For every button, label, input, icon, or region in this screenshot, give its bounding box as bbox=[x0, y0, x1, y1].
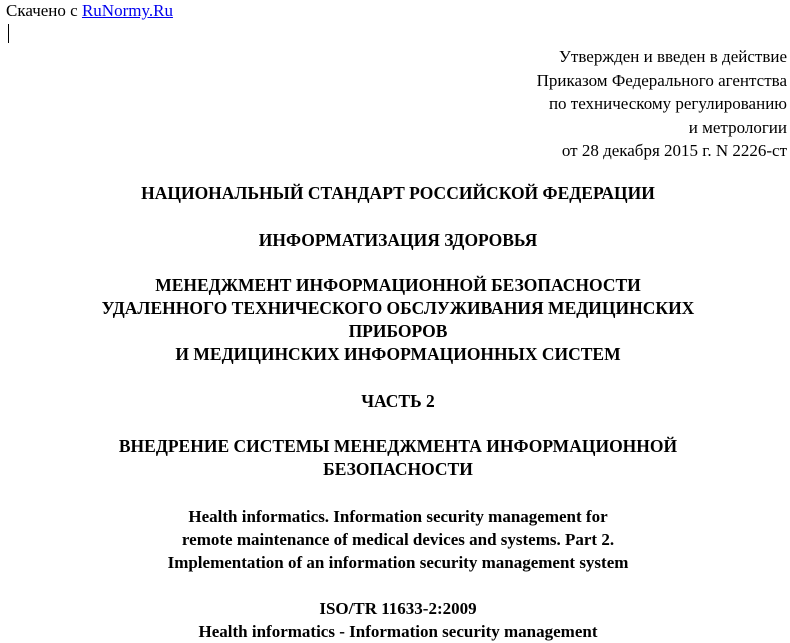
approval-line: и метрологии bbox=[688, 117, 787, 137]
document-title bbox=[0, 274, 790, 366]
source-link[interactable]: RuNormy.Ru bbox=[81, 1, 173, 20]
title-line: ПРИБОРОВ bbox=[348, 321, 448, 341]
title-line: УДАЛЕННОГО ТЕХНИЧЕСКОГО ОБСЛУЖИВАНИЯ МЕДИЦИНСКИХ bbox=[101, 298, 695, 318]
english-title-line: remote maintenance of medical devices and systems. Part 2. bbox=[181, 530, 615, 549]
approval-line: Приказом Федерального агентства bbox=[536, 70, 787, 90]
approval-block bbox=[367, 45, 787, 163]
document-subtitle bbox=[0, 435, 790, 481]
standard-type-text: НАЦИОНАЛЬНЫЙ СТАНДАРТ РОССИЙСКОЙ ФЕДЕРАЦИИ bbox=[141, 183, 655, 203]
standard-type-heading bbox=[0, 182, 790, 205]
iso-title-line: Health informatics - Information security management bbox=[198, 622, 598, 641]
english-title-line: Health informatics. Information security management for bbox=[188, 507, 608, 526]
title-line: И МЕДИЦИНСКИХ ИНФОРМАЦИОННЫХ СИСТЕМ bbox=[175, 344, 621, 364]
approval-line: от 28 декабря 2015 г. N 2226-ст bbox=[561, 141, 787, 160]
english-title bbox=[0, 505, 790, 574]
part-heading bbox=[0, 390, 790, 413]
subtitle-line: ВНЕДРЕНИЕ СИСТЕМЫ МЕНЕДЖМЕНТА ИНФОРМАЦИОННОЙ bbox=[118, 436, 678, 456]
source-line bbox=[6, 1, 173, 21]
text-cursor bbox=[8, 24, 9, 43]
iso-reference-block bbox=[0, 597, 790, 643]
part-text: ЧАСТЬ 2 bbox=[361, 391, 435, 411]
iso-reference: ISO/TR 11633-2:2009 bbox=[319, 599, 477, 618]
english-title-line: Implementation of an information security management system bbox=[167, 553, 629, 572]
approval-line: Утвержден и введен в действие bbox=[558, 47, 787, 66]
subtitle-line: БЕЗОПАСНОСТИ bbox=[323, 459, 473, 479]
domain-heading bbox=[0, 229, 790, 252]
title-line: МЕНЕДЖМЕНТ ИНФОРМАЦИОННОЙ БЕЗОПАСНОСТИ bbox=[155, 275, 641, 295]
domain-text: ИНФОРМАТИЗАЦИЯ ЗДОРОВЬЯ bbox=[258, 230, 538, 250]
approval-line: по техническому регулированию bbox=[548, 94, 787, 113]
source-prefix: Скачено с bbox=[6, 1, 78, 20]
